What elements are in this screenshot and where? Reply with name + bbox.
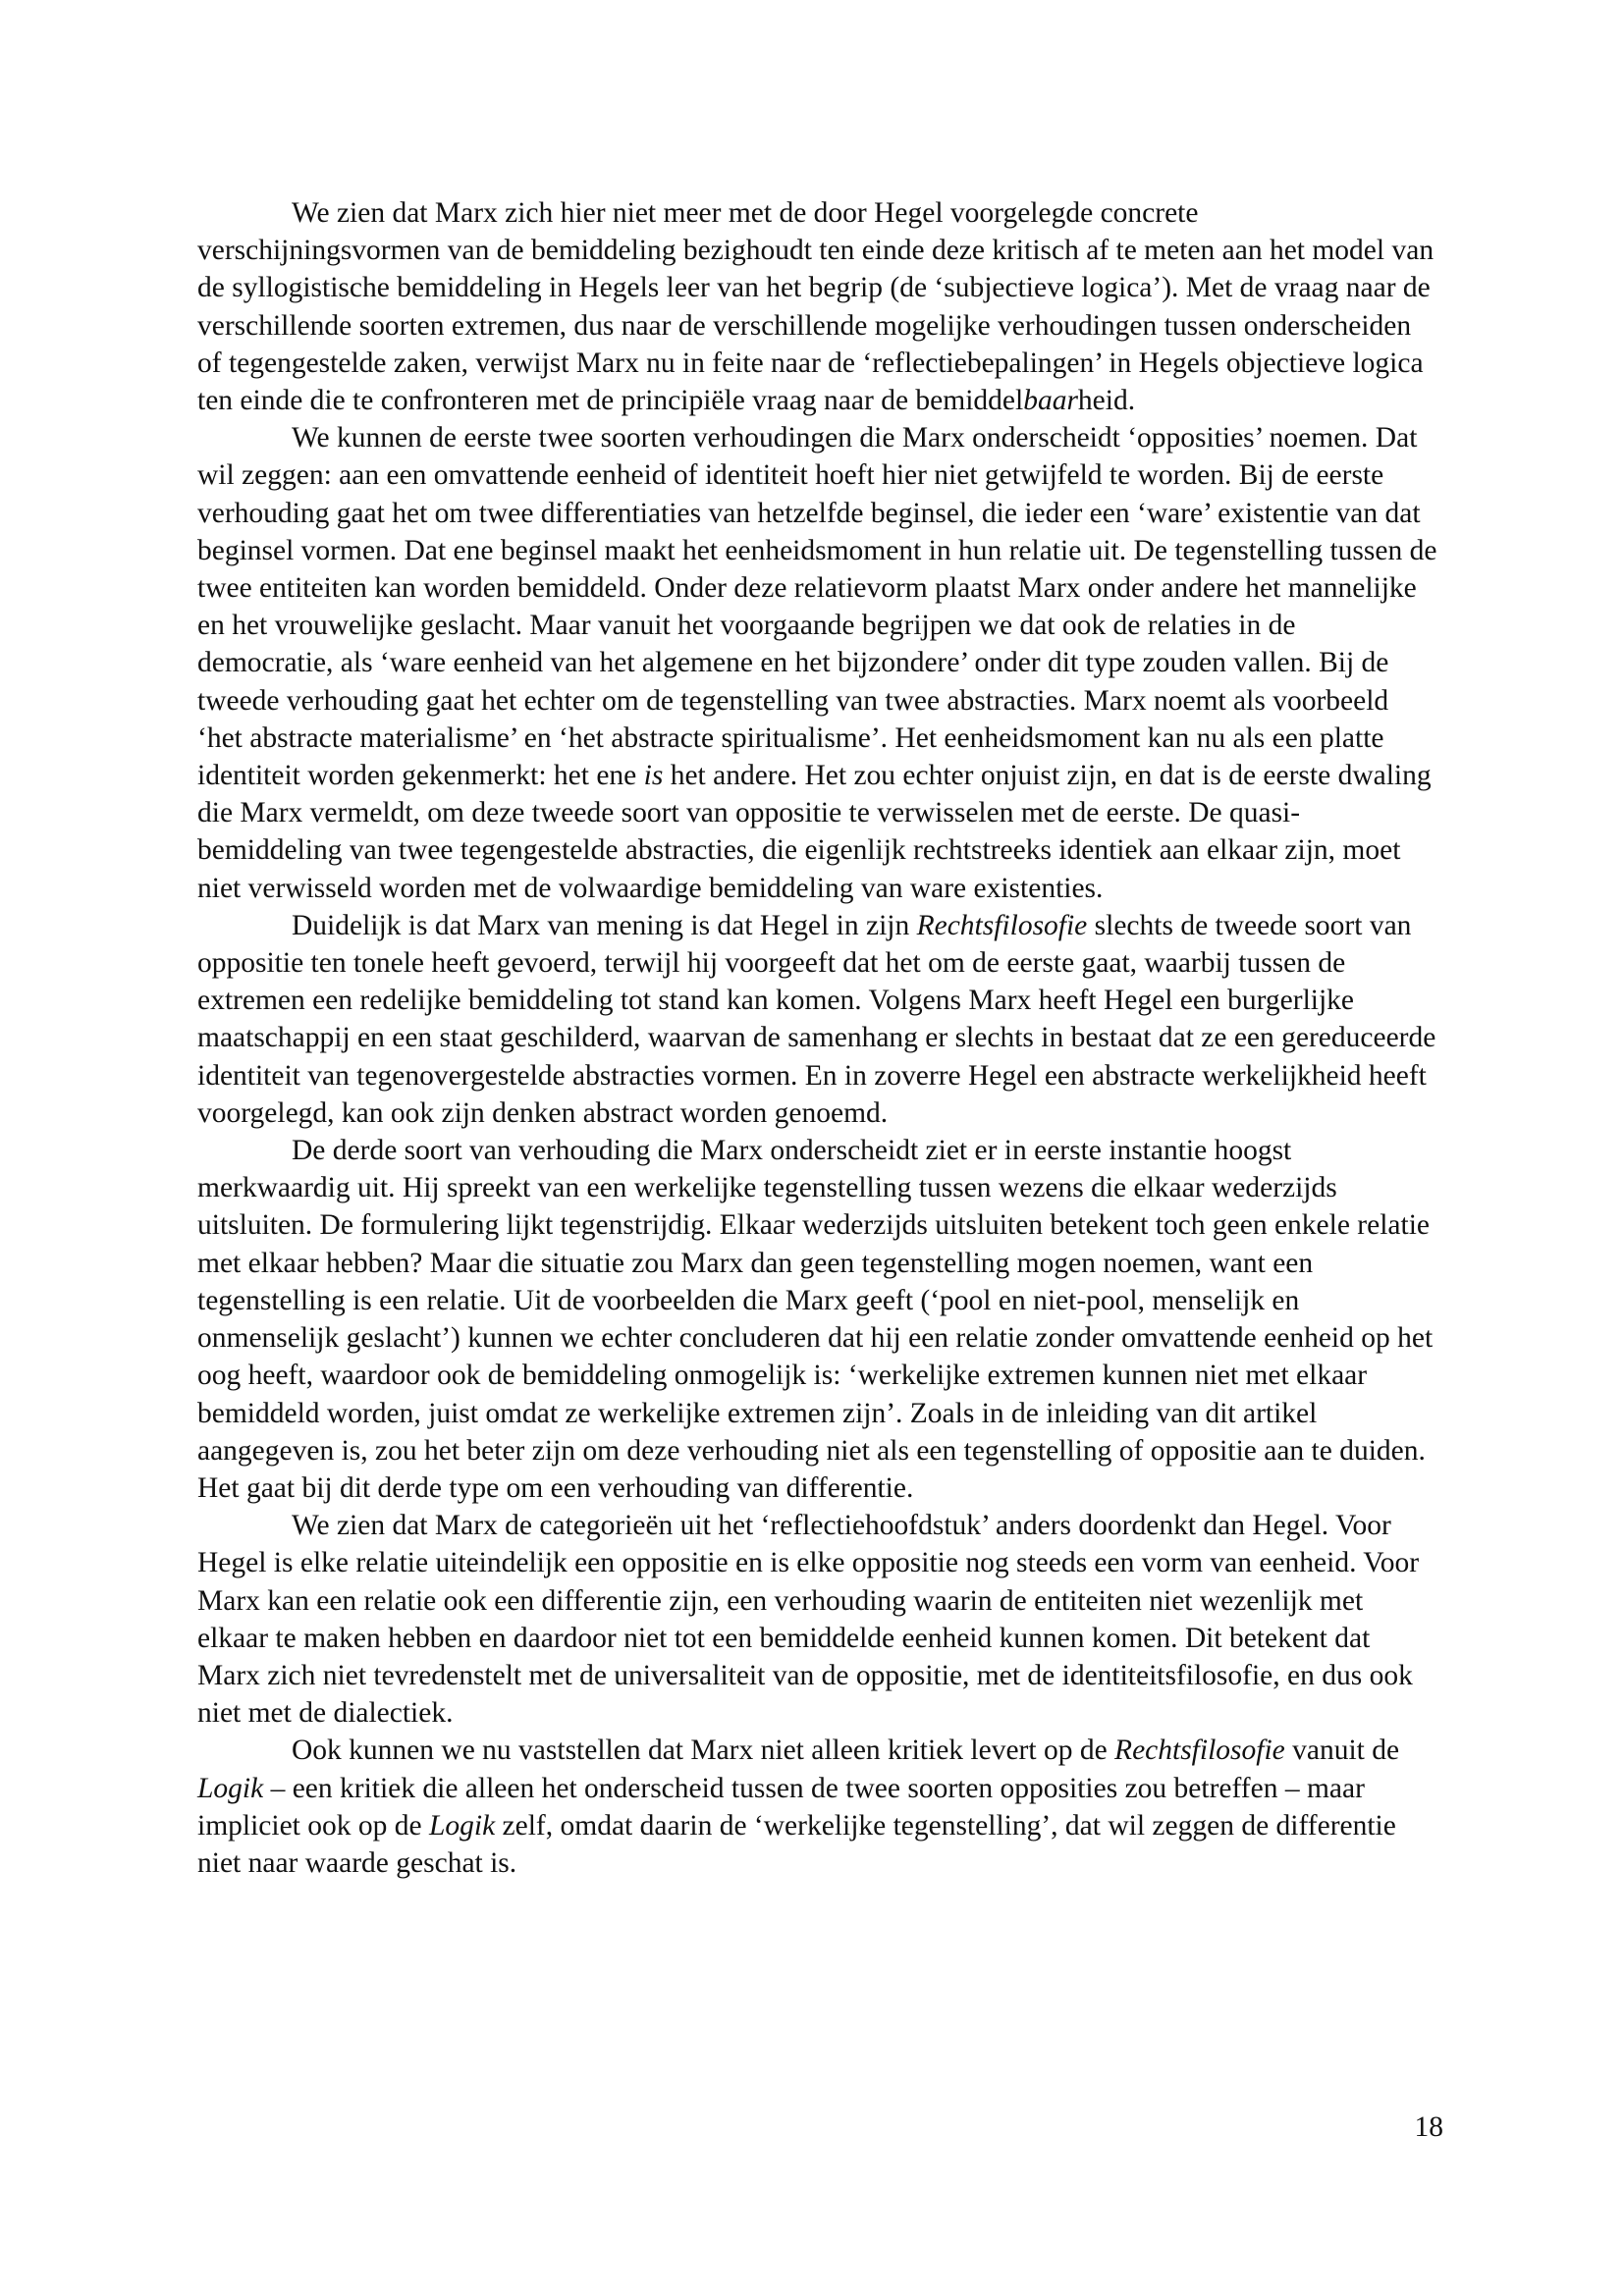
text-run: het andere. Het zou echter onjuist zijn, en dat is de eerste dwaling die Marx vermeldt, om deze tweede soort van oppositie te verwisselen met de eerste. De quasi-bemiddeling van twee tegengestelde abstracties, die eigenlijk rechtstreeks identiek aan elkaar zijn, moet niet verwisseld worden met de volwaardige bemiddeling van ware existenties. [197,760,1432,904]
paragraph-4 [197,1132,1438,1507]
paragraph-6 [197,1732,1438,1882]
text-run-italic: baar [1023,385,1078,417]
text-run: vanuit de [1284,1735,1400,1767]
text-run-italic: Rechtsfilosofie [1114,1735,1285,1767]
text-run-italic: is [643,760,664,792]
paragraph-1 [197,194,1438,419]
text-run: De derde soort van verhouding die Marx onderscheidt ziet er in eerste instantie hoogst merkwaardig uit. Hij spreekt van een werkelijke tegenstelling tussen wezens die elkaar wederzijds uitsluiten. De formulering lijkt tegenstrijdig. Elkaar wederzijds uitsluiten betekent toch geen enkele relatie met elkaar hebben? Maar die situatie zou Marx dan geen tegenstelling mogen noemen, want een tegenstelling is een relatie. Uit de voorbeelden die Marx geeft (‘pool en niet-pool, menselijk en onmenselijk geslacht’) kunnen we echter concluderen dat hij een relatie zonder omvattende eenheid op het oog heeft, waardoor ook de bemiddeling onmogelijk is: ‘werkelijke extremen kunnen niet met elkaar bemiddeld worden, juist omdat ze werkelijke extremen zijn’. Zoals in de inleiding van dit artikel aangegeven is, zou het beter zijn om deze verhouding niet als een tegenstelling of oppositie aan te duiden. Het gaat bij dit derde type om een verhouding van differentie. [197,1135,1434,1504]
text-run: zelf, omdat daarin de ‘werkelijke tegenstelling’, dat wil zeggen de differentie niet naar waarde geschat is. [197,1809,1396,1879]
paragraph-2 [197,419,1438,907]
text-run: Ook kunnen we nu vaststellen dat Marx niet alleen kritiek levert op de [292,1735,1115,1767]
text-run-italic: Logik [428,1809,496,1842]
paragraph-5 [197,1507,1438,1732]
text-run: We zien dat Marx de categorieën uit het ‘reflectiehoofdstuk’ anders doordenkt dan Hegel. Voor Hegel is elke relatie uiteindelijk een oppositie en is elke oppositie nog steeds een vorm van eenheid. Voor Marx kan een relatie ook een differentie zijn, een verhouding waarin de entiteiten niet wezenlijk met elkaar te maken hebben en daardoor niet tot een bemiddelde eenheid kunnen komen. Dit betekent dat Marx zich niet tevredenstelt met de universaliteit van de oppositie, met de identiteitsfilosofie, en dus ook niet met de dialectiek. [197,1510,1420,1730]
text-run: We zien dat Marx zich hier niet meer met de door Hegel voorgelegde concrete verschijningsvormen van de bemiddeling bezighoudt ten einde deze kritisch af te meten aan het model van de syllogistische bemiddeling in Hegels leer van het begrip (de ‘subjectieve logica’). Met de vraag naar de verschillende soorten extremen, dus naar de verschillende mogelijke verhoudingen tussen onderscheiden of tegengestelde zaken, verwijst Marx nu in feite naar de ‘reflectiebepalingen’ in Hegels objectieve logica ten einde die te confronteren met de principiële vraag naar de bemiddel [197,197,1435,417]
text-run: heid. [1077,385,1136,417]
paragraph-3 [197,907,1438,1132]
text-run: Duidelijk is dat Marx van mening is dat Hegel in zijn [292,909,917,941]
text-run: slechts de tweede soort van oppositie ten tonele heeft gevoerd, terwijl hij voorgeeft dat het om de eerste gaat, waarbij tussen de extremen een redelijke bemiddeling tot stand kan komen. Volgens Marx heeft Hegel een burgerlijke maatschappij en een staat geschilderd, waarvan de samenhang er slechts in bestaat dat ze een gereduceerde identiteit van tegenovergestelde abstracties vormen. En in zoverre Hegel een abstracte werkelijkheid heeft voorgelegd, kan ook zijn denken abstract worden genoemd. [197,909,1436,1129]
text-run: – een kritiek die alleen het onderscheid tussen de twee soorten opposities zou betreffen – maar impliciet ook op de [197,1772,1365,1842]
text-run-italic: Rechtsfilosofie [916,909,1088,941]
text-run-italic: Logik [197,1772,264,1804]
document-page [197,194,1438,1882]
text-run: We kunnen de eerste twee soorten verhoudingen die Marx onderscheidt ‘opposities’ noemen. Dat wil zeggen: aan een omvattende eenheid of identiteit hoeft hier niet getwijfeld te worden. Bij de eerste verhouding gaat het om twee differentiaties van hetzelfde beginsel, die ieder een ‘ware’ existentie van dat beginsel vormen. Dat ene beginsel maakt het eenheidsmoment in hun relatie uit. De tegenstelling tussen de twee entiteiten kan worden bemiddeld. Onder deze relatievorm plaatst Marx onder andere het mannelijke en het vrouwelijke geslacht. Maar vanuit het voorgaande begrijpen we dat ook de relaties in de democratie, als ‘ware eenheid van het algemene en het bijzondere’ onder dit type zouden vallen. Bij de tweede verhouding gaat het echter om de tegenstelling van twee abstracties. Marx noemt als voorbeeld ‘het abstracte materialisme’ en ‘het abstracte spiritualisme’. Het eenheidsmoment kan nu als een platte identiteit worden gekenmerkt: het ene [197,422,1437,792]
page-number: 18 [1414,2111,1443,2143]
